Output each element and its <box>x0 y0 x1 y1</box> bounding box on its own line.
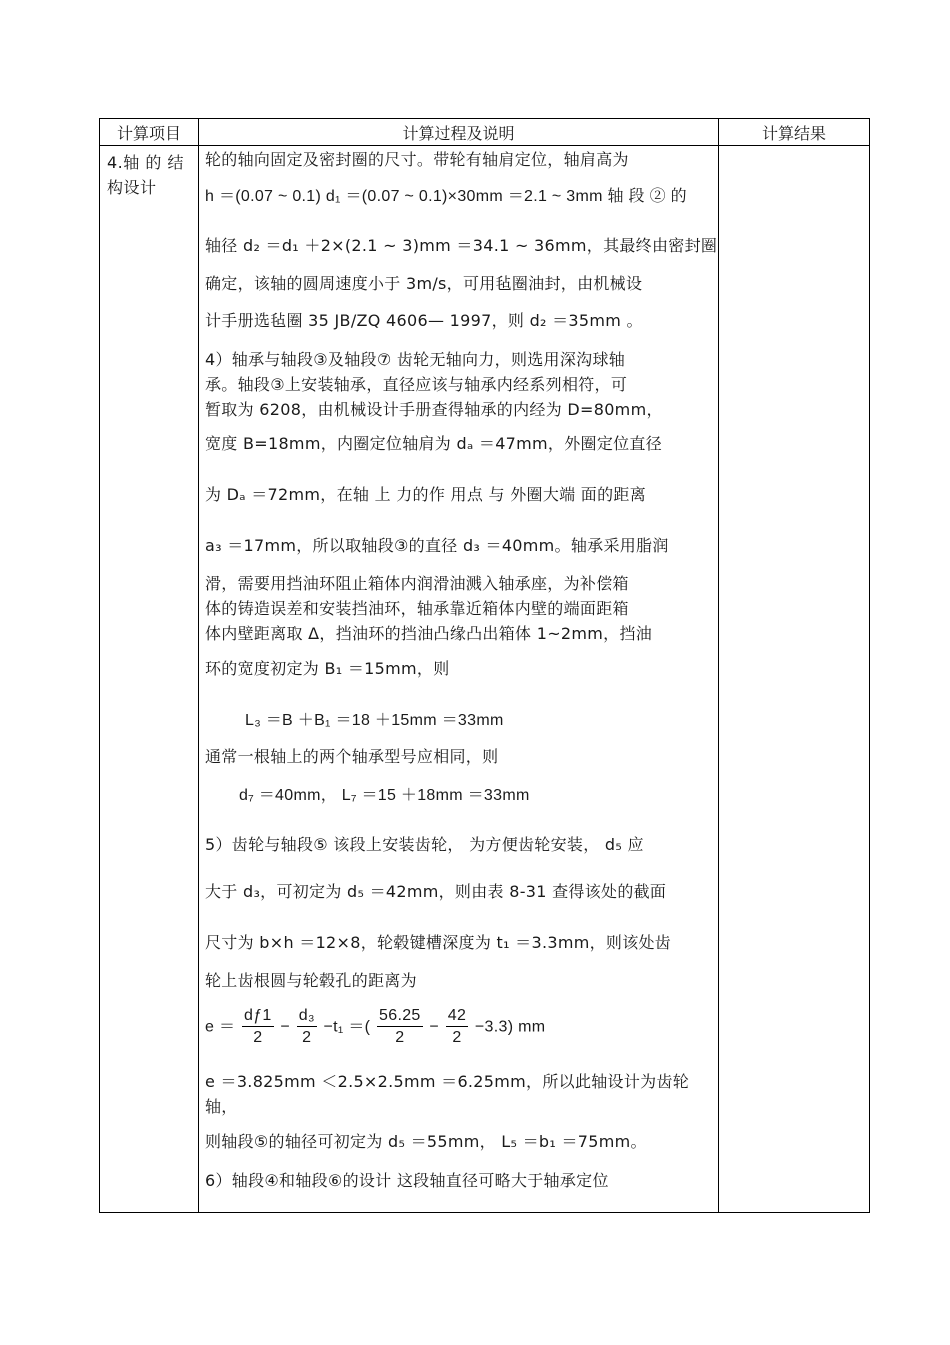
eq-tail: −3.3) mm <box>474 1018 546 1036</box>
text-line: 大于 d₃，可初定为 d₅ ＝42mm，则由表 8-31 查得该处的截面 <box>205 882 667 901</box>
text-line: e ＝3.825mm ＜2.5×2.5mm ＝6.25mm，所以此轴设计为齿轮 <box>205 1072 690 1091</box>
fraction <box>446 1006 468 1049</box>
fraction-denominator: 2 <box>302 1029 312 1046</box>
text-line: 体的铸造误差和安装挡油环，轴承靠近箱体内壁的端面距箱 <box>205 599 629 618</box>
text-line: 体内壁距离取 Δ，挡油环的挡油凸缘凸出箱体 1~2mm，挡油 <box>205 624 653 643</box>
text-line: 轴径 d₂ ＝d₁ ＋2×(2.1 ~ 3)mm ＝34.1 ~ 36mm，其最终由密封圈 <box>205 236 718 255</box>
calculation-table <box>99 118 870 1213</box>
text-line: 滑，需要用挡油环阻止箱体内润滑油溅入轴承座，为补偿箱 <box>205 574 629 593</box>
fraction-denominator: 2 <box>452 1029 462 1046</box>
result-cell <box>719 146 870 1213</box>
fraction-denominator: 2 <box>395 1029 405 1046</box>
header-process: 计算过程及说明 <box>199 119 719 146</box>
item-title: 4.轴 的 结 <box>107 153 184 172</box>
formula-line: d₇ ＝40mm， L₇ ＝15 ＋18mm ＝33mm <box>239 787 530 804</box>
text-line: 轮上齿根圆与轮毂孔的距离为 <box>205 971 417 990</box>
text-line: 通常一根轴上的两个轴承型号应相同，则 <box>205 747 499 766</box>
eq-middle: −t₁ ＝( <box>323 1018 371 1036</box>
fraction-numerator: 42 <box>446 1006 468 1027</box>
text-line: 承。轴段③上安装轴承，直径应该与轴承内经系列相符，可 <box>205 375 628 394</box>
text-line: 尺寸为 b×h ＝12×8，轮毂键槽深度为 t₁ ＝3.3mm，则该处齿 <box>205 933 672 952</box>
eq-lhs: e ＝ <box>205 1018 236 1036</box>
fraction-equation <box>205 1006 545 1049</box>
text-line: 轴， <box>205 1097 238 1116</box>
header-row <box>100 119 870 146</box>
fraction-numerator: d₃ <box>297 1006 317 1027</box>
process-cell <box>199 146 719 1213</box>
text-line: 4）轴承与轴段③及轴段⑦ 齿轮无轴向力，则选用深沟球轴 <box>205 350 626 369</box>
header-item: 计算项目 <box>100 119 199 146</box>
text-line: 宽度 B=18mm，内圈定位轴肩为 dₐ ＝47mm，外圈定位直径 <box>205 434 663 453</box>
text-line: 为 Dₐ ＝72mm，在轴 上 力的作 用点 与 外圈大端 面的距离 <box>205 485 647 504</box>
item-title-cont: 构设计 <box>107 178 157 197</box>
item-cell <box>100 146 199 1213</box>
fraction <box>297 1006 317 1049</box>
header-result: 计算结果 <box>719 119 870 146</box>
formula-line: L₃ ＝B ＋B₁ ＝18 ＋15mm ＝33mm <box>245 712 504 729</box>
eq-operator: − <box>429 1018 439 1036</box>
text-line: 计手册选毡圈 35 JB/ZQ 4606— 1997，则 d₂ ＝35mm 。 <box>205 311 643 330</box>
content-row <box>100 146 870 1213</box>
fraction <box>242 1006 274 1049</box>
text-line: 5）齿轮与轴段⑤ 该段上安装齿轮， 为方便齿轮安装， d₅ 应 <box>205 835 644 854</box>
fraction-numerator: dƒ1 <box>242 1006 274 1027</box>
text-line: 确定，该轴的圆周速度小于 3m/s，可用毡圈油封，由机械设 <box>205 274 643 293</box>
text-line: 环的宽度初定为 B₁ ＝15mm，则 <box>205 659 450 678</box>
fraction-numerator: 56.25 <box>377 1006 423 1027</box>
text-line: a₃ ＝17mm，所以取轴段③的直径 d₃ ＝40mm。轴承采用脂润 <box>205 536 669 555</box>
eq-operator: − <box>280 1018 291 1036</box>
fraction-denominator: 2 <box>253 1029 263 1046</box>
formula-line: h ＝(0.07 ~ 0.1) d₁ ＝(0.07 ~ 0.1)×30mm ＝2.1 ~ 3mm 轴 段 ② 的 <box>205 188 687 205</box>
text-line: 6）轴段④和轴段⑥的设计 这段轴直径可略大于轴承定位 <box>205 1171 609 1190</box>
text-line: 暂取为 6208，由机械设计手册查得轴承的内经为 D=80mm， <box>205 400 663 419</box>
text-line: 轮的轴向固定及密封圈的尺寸。带轮有轴肩定位，轴肩高为 <box>205 150 629 169</box>
text-line: 则轴段⑤的轴径可初定为 d₅ ＝55mm， L₅ ＝b₁ ＝75mm。 <box>205 1132 647 1151</box>
fraction <box>377 1006 423 1049</box>
